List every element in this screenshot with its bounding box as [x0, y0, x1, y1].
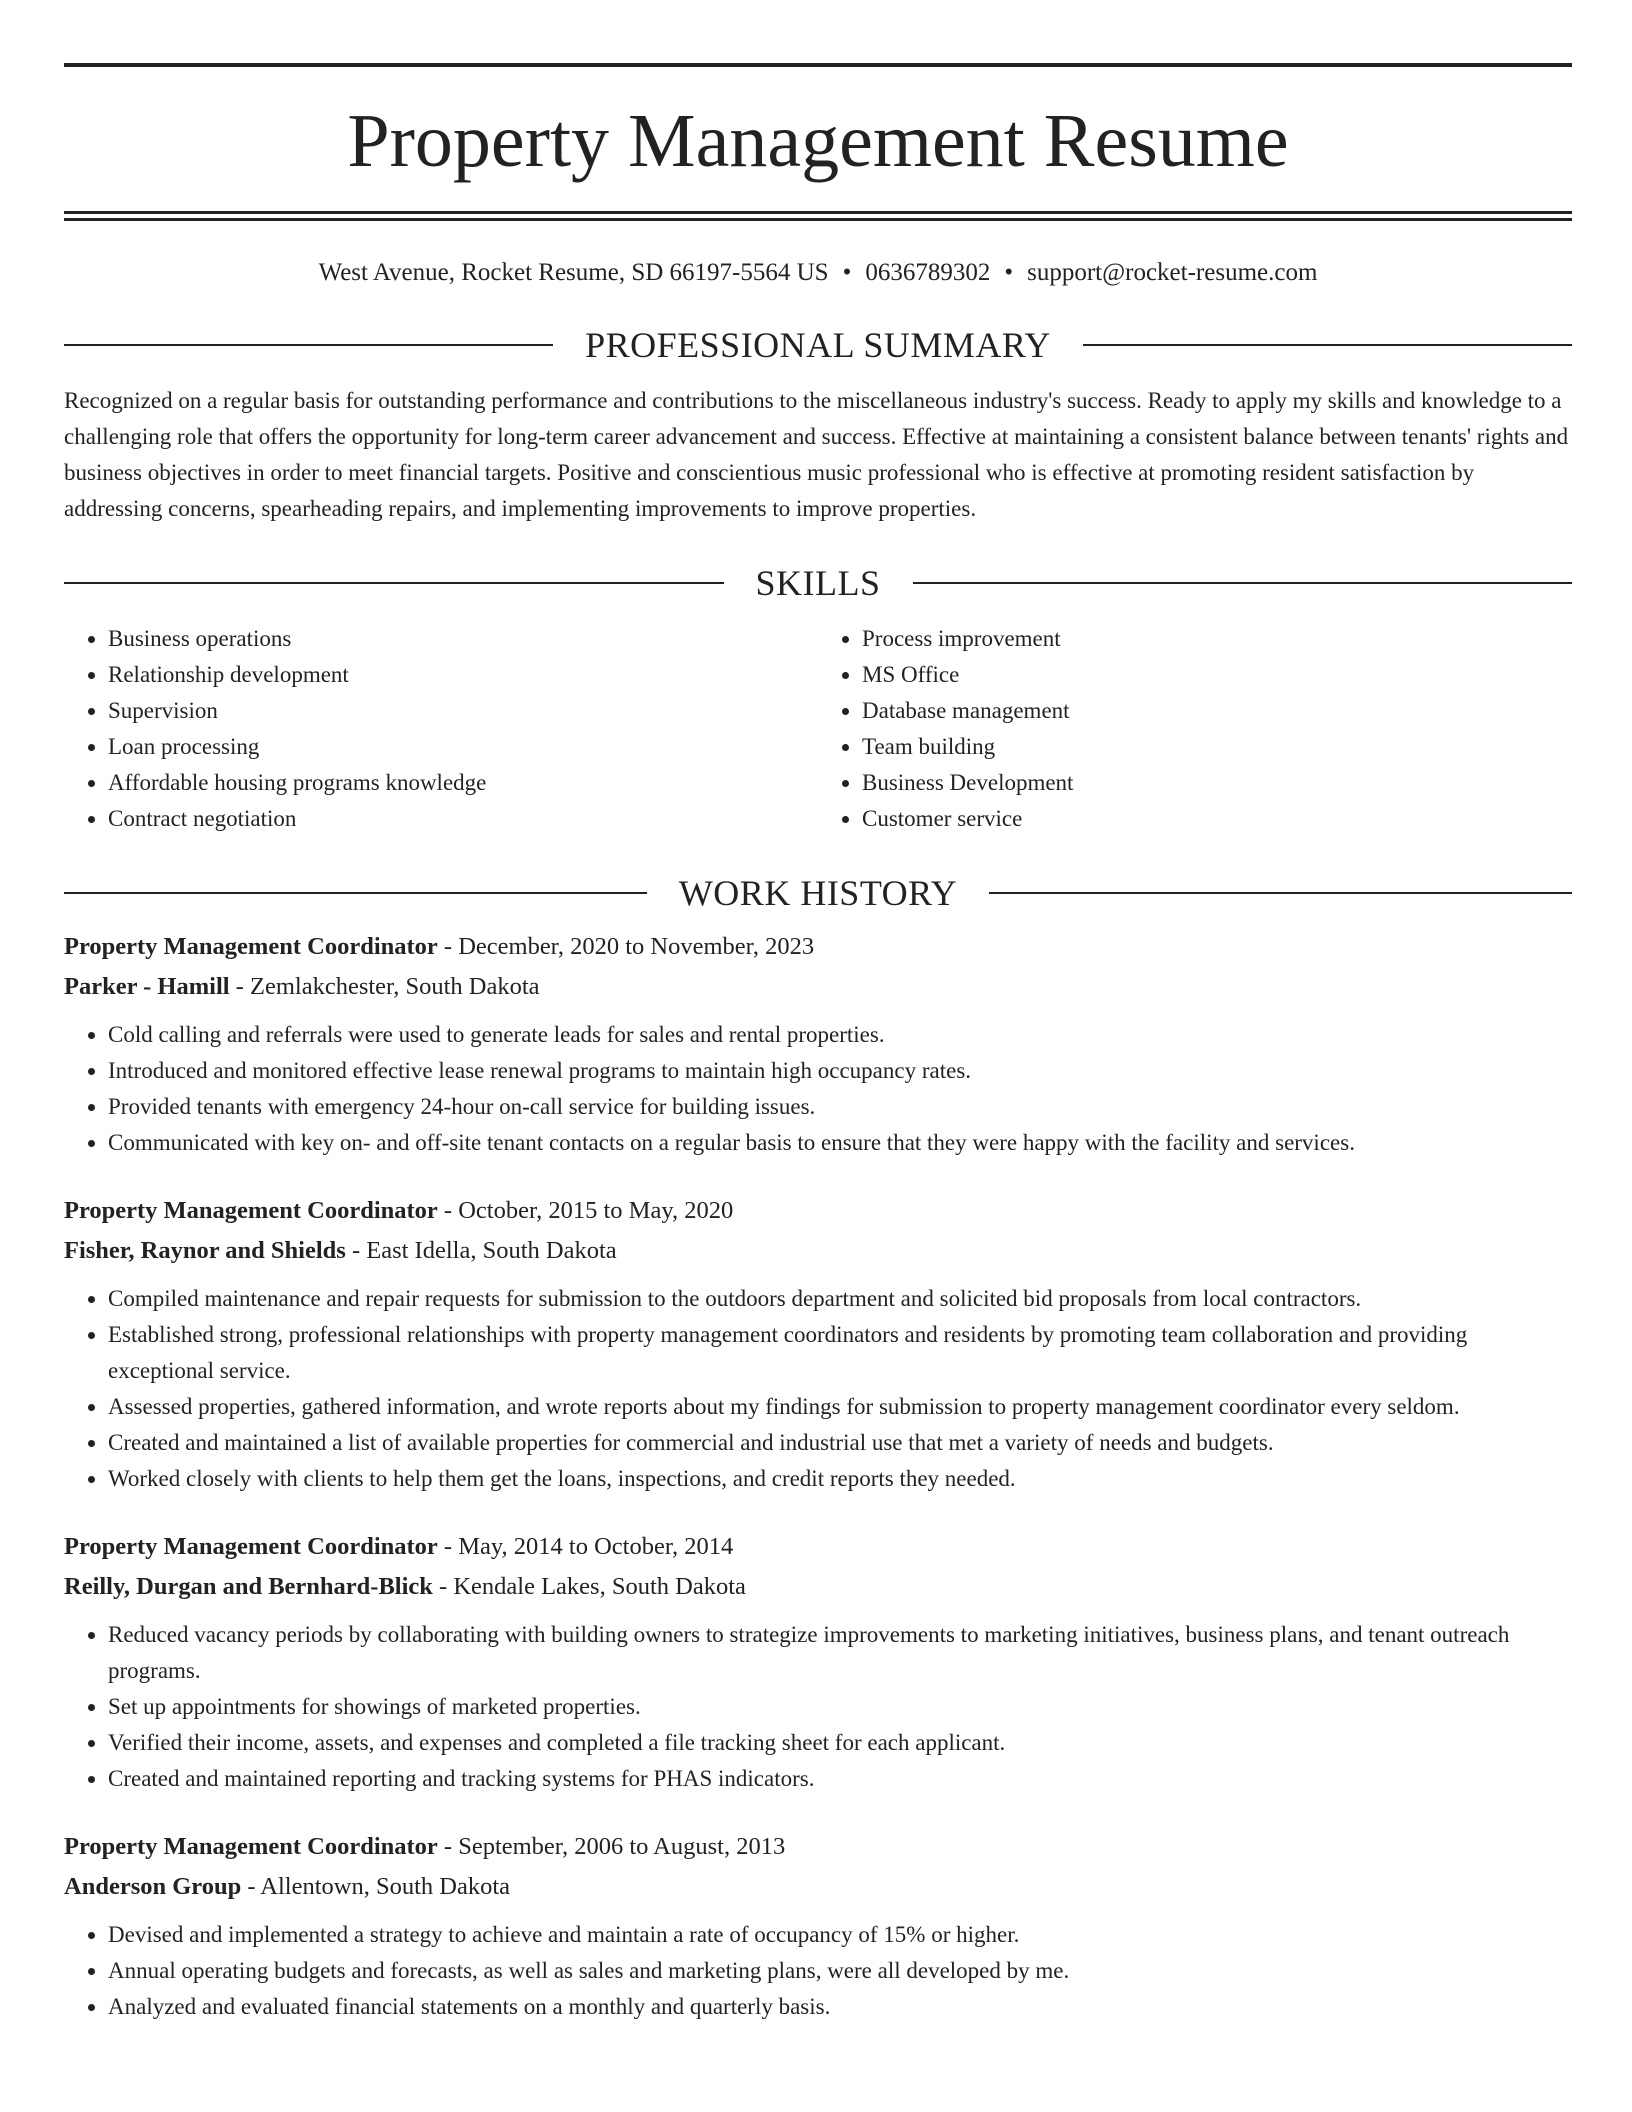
- skill-item: • Relationship development: [108, 657, 818, 693]
- job-company-line: [64, 1567, 1572, 1607]
- job-dates: - October, 2015 to May, 2020: [437, 1197, 734, 1224]
- skill-item: • Loan processing: [108, 729, 818, 765]
- resume-content: [64, 63, 1572, 2025]
- job-company: Parker - Hamill: [64, 973, 230, 1000]
- section-header-skills: [64, 563, 1572, 603]
- job-dates: - May, 2014 to October, 2014: [437, 1533, 734, 1560]
- skill-item: • Business operations: [108, 621, 818, 657]
- skill-item: • Customer service: [862, 801, 1572, 837]
- job-entry: [64, 1191, 1572, 1497]
- job-bullets: [64, 1917, 1572, 2025]
- contact-email: support@rocket-resume.com: [1027, 259, 1318, 286]
- skill-item: • Process improvement: [862, 621, 1572, 657]
- section-header-work: [64, 873, 1572, 913]
- resume-title: Property Management Resume: [347, 99, 1289, 183]
- skills-column-left: [64, 621, 818, 837]
- job-bullet: • Devised and implemented a strategy to achieve and maintain a rate of occupancy of 15% or higher.: [108, 1917, 1572, 1953]
- job-dates: - December, 2020 to November, 2023: [437, 933, 815, 960]
- job-company-line: [64, 1867, 1572, 1907]
- skill-item: • Contract negotiation: [108, 801, 818, 837]
- job-bullet: • Created and maintained reporting and tracking systems for PHAS indicators.: [108, 1761, 1572, 1797]
- job-bullet: • Cold calling and referrals were used to generate leads for sales and rental properties.: [108, 1017, 1572, 1053]
- job-bullet: • Established strong, professional relationships with property management coordinators and residents by promoting team collaboration and providing exceptional service.: [108, 1317, 1572, 1389]
- job-entry: [64, 1827, 1572, 2025]
- job-bullet: • Worked closely with clients to help them get the loans, inspections, and credit reports they needed.: [108, 1461, 1572, 1497]
- section-header-summary: [64, 325, 1572, 365]
- job-title: Property Management Coordinator: [64, 933, 438, 960]
- job-location: - Zemlakchester, South Dakota: [229, 973, 540, 1000]
- job-title: Property Management Coordinator: [64, 1197, 438, 1224]
- contact-line: [64, 257, 1572, 289]
- job-bullets: [64, 1281, 1572, 1497]
- job-entry: [64, 927, 1572, 1161]
- section-rule: [913, 582, 1573, 584]
- job-bullet: • Verified their income, assets, and expenses and completed a file tracking sheet for each applicant.: [108, 1725, 1572, 1761]
- job-bullet: • Created and maintained a list of available properties for commercial and industrial use that met a variety of needs and budgets.: [108, 1425, 1572, 1461]
- skill-item: • Business Development: [862, 765, 1572, 801]
- section-rule: [64, 344, 553, 346]
- section-title-work: WORK HISTORY: [678, 873, 958, 913]
- job-title-line: [64, 1191, 1572, 1231]
- skill-item: • Team building: [862, 729, 1572, 765]
- job-bullets: [64, 1017, 1572, 1161]
- skills-list: [64, 621, 1572, 837]
- job-bullet: • Set up appointments for showings of marketed properties.: [108, 1689, 1572, 1725]
- job-location: - Allentown, South Dakota: [241, 1873, 511, 1900]
- contact-separator: •: [1004, 259, 1014, 286]
- job-company: Reilly, Durgan and Bernhard-Blick: [64, 1573, 433, 1600]
- job-title-line: [64, 1827, 1572, 1867]
- contact-address: West Avenue, Rocket Resume, SD 66197-5564 US: [318, 259, 829, 286]
- job-title-line: [64, 1527, 1572, 1567]
- title-double-rule: [64, 211, 1572, 221]
- job-company-line: [64, 967, 1572, 1007]
- job-bullet: • Communicated with key on- and off-site tenant contacts on a regular basis to ensure that they were happy with the facility and services.: [108, 1125, 1572, 1161]
- summary-text: Recognized on a regular basis for outstanding performance and contributions to the miscellaneous industry's success. Ready to apply my skills and knowledge to a challenging role that offers the opportunity for long-term career advancement and success. Effective at maintaining a consistent balance between tenants' rights and business objectives in order to meet financial targets. Positive and conscientious music professional who is effective at promoting resident satisfaction by addressing concerns, spearheading repairs, and implementing improvements to improve properties.: [64, 388, 1569, 521]
- section-title-skills: SKILLS: [755, 563, 881, 603]
- skill-item: • MS Office: [862, 657, 1572, 693]
- section-title-summary: PROFESSIONAL SUMMARY: [585, 325, 1051, 365]
- job-dates: - September, 2006 to August, 2013: [437, 1833, 786, 1860]
- job-title: Property Management Coordinator: [64, 1533, 438, 1560]
- job-bullet: • Introduced and monitored effective lease renewal programs to maintain high occupancy rates.: [108, 1053, 1572, 1089]
- job-entry: [64, 1527, 1572, 1797]
- job-title-line: [64, 927, 1572, 967]
- job-location: - East Idella, South Dakota: [345, 1237, 617, 1264]
- job-company-line: [64, 1231, 1572, 1271]
- contact-phone: 0636789302: [865, 259, 991, 286]
- job-bullet: • Annual operating budgets and forecasts, as well as sales and marketing plans, were all developed by me.: [108, 1953, 1572, 1989]
- job-bullet: • Provided tenants with emergency 24-hour on-call service for building issues.: [108, 1089, 1572, 1125]
- section-rule: [989, 892, 1572, 894]
- job-location: - Kendale Lakes, South Dakota: [432, 1573, 746, 1600]
- job-company: Anderson Group: [64, 1873, 242, 1900]
- skill-item: • Database management: [862, 693, 1572, 729]
- skill-item: • Supervision: [108, 693, 818, 729]
- job-bullet: • Compiled maintenance and repair requests for submission to the outdoors department and solicited bid proposals from local contractors.: [108, 1281, 1572, 1317]
- job-company: Fisher, Raynor and Shields: [64, 1237, 346, 1264]
- job-bullet: • Reduced vacancy periods by collaborating with building owners to strategize improvements to marketing initiatives, business plans, and tenant outreach programs.: [108, 1617, 1572, 1689]
- skill-item: • Affordable housing programs knowledge: [108, 765, 818, 801]
- job-bullet: • Analyzed and evaluated financial statements on a monthly and quarterly basis.: [108, 1989, 1572, 2025]
- section-rule: [64, 582, 724, 584]
- job-bullets: [64, 1617, 1572, 1797]
- skills-column-right: [818, 621, 1572, 837]
- job-bullet: • Assessed properties, gathered information, and wrote reports about my findings for submission to property management coordinator every seldom.: [108, 1389, 1572, 1425]
- section-rule: [64, 892, 647, 894]
- section-rule: [1083, 344, 1572, 346]
- job-title: Property Management Coordinator: [64, 1833, 438, 1860]
- contact-separator: •: [842, 259, 852, 286]
